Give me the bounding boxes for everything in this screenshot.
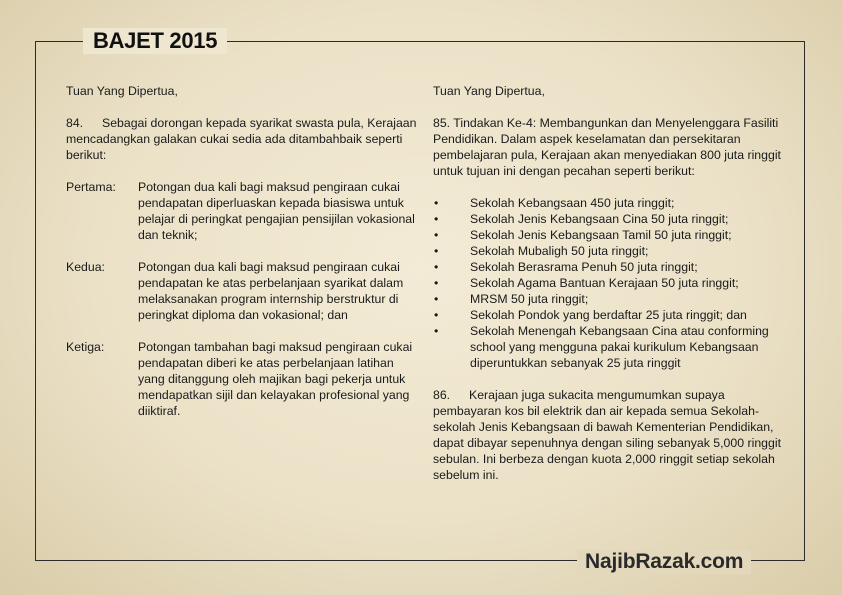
list-item-text: Sekolah Kebangsaan 450 juta ringgit;	[470, 196, 675, 210]
right-salutation: Tuan Yang Dipertua,	[433, 84, 545, 98]
allocation-list	[433, 195, 793, 371]
bullet-icon: •	[434, 324, 439, 338]
bullet-icon: •	[434, 244, 439, 258]
list-item-text: Sekolah Agama Bantuan Kerajaan 50 juta ringgit;	[470, 276, 739, 290]
footer-divider	[36, 560, 568, 561]
bullet-icon: •	[434, 292, 439, 306]
brand-logo: NajibRazak.com	[577, 550, 751, 574]
paragraph-84-text: Sebagai dorongan kepada syarikat swasta pula, Kerajaan mencadangkan galakan cukai sedia ada ditambahbaik seperti berikut:	[66, 116, 417, 162]
list-item	[433, 195, 793, 211]
list-item	[433, 259, 793, 275]
list-item	[433, 275, 793, 291]
incentive-item-text: Potongan dua kali bagi maksud pengiraan cukai pendapatan ke atas perbelanjaan syarikat dalam melaksanakan program internship berstruktur di peringkat diploma dan vokasional; dan	[138, 260, 404, 322]
list-item-text: Sekolah Mubaligh 50 juta ringgit;	[470, 244, 649, 258]
list-item-text: MRSM 50 juta ringgit;	[470, 292, 589, 306]
bullet-icon: •	[434, 276, 439, 290]
list-item	[433, 291, 793, 307]
list-item-text: Sekolah Berasrama Penuh 50 juta ringgit;	[470, 260, 698, 274]
paragraph-86-text: Kerajaan juga sukacita mengumumkan supaya pembayaran kos bil elektrik dan air kepada semua Sekolah-sekolah Jenis Kebangsaan di bawah Kementerian Pendidikan, dapat dibayar sepenuhnya dengan siling sebanyak 5,000 ringgit sebulan. Ini berbeza dengan kuota 2,000 ringgit setiap sekolah sebelum ini.	[433, 388, 781, 482]
incentive-item-label: Kedua:	[66, 260, 105, 274]
right-column	[433, 83, 793, 499]
incentive-item-label: Pertama:	[66, 180, 116, 194]
paragraph-84	[66, 115, 421, 163]
paragraph-86-number: 86.	[433, 388, 451, 402]
incentive-item-text: Potongan dua kali bagi maksud pengiraan cukai pendapatan diperluaskan kepada biasiswa untuk pelajar di peringkat pengajian pensijilan vokasional dan teknik;	[138, 180, 415, 242]
bullet-icon: •	[434, 228, 439, 242]
bullet-icon: •	[434, 196, 439, 210]
incentive-item-label: Ketiga:	[66, 340, 105, 354]
list-item-text: Sekolah Menengah Kebangsaan Cina atau conforming school yang mengguna pakai kurikulum Kebangsaan diperuntukkan sebanyak 25 juta ringgit	[470, 324, 769, 370]
incentive-item	[66, 259, 421, 323]
paragraph-84-number: 84.	[66, 116, 84, 130]
page-title: BAJET 2015	[83, 28, 227, 54]
paragraph-85: 85. Tindakan Ke-4: Membangunkan dan Menyelenggara Fasiliti Pendidikan. Dalam aspek keselamatan dan persekitaran pembelajaran pula, Kerajaan akan menyediakan 800 juta ringgit untuk tujuan ini dengan pecahan seperti berikut:	[433, 116, 781, 178]
list-item	[433, 211, 793, 227]
left-column	[66, 83, 421, 435]
bullet-icon: •	[434, 212, 439, 226]
list-item	[433, 227, 793, 243]
list-item-text: Sekolah Jenis Kebangsaan Tamil 50 juta ringgit;	[470, 228, 732, 242]
list-item-text: Sekolah Jenis Kebangsaan Cina 50 juta ringgit;	[470, 212, 729, 226]
incentive-item-text: Potongan tambahan bagi maksud pengiraan cukai pendapatan diberi ke atas perbelanjaan latihan yang ditanggung oleh majikan bagi pekerja untuk mendapatkan sijil dan kelayakan profesional yang diiktiraf.	[138, 340, 413, 418]
list-item-text: Sekolah Pondok yang berdaftar 25 juta ringgit; dan	[470, 308, 747, 322]
bullet-icon: •	[434, 260, 439, 274]
paragraph-86	[433, 387, 793, 483]
list-item	[433, 243, 793, 259]
left-salutation: Tuan Yang Dipertua,	[66, 84, 178, 98]
list-item	[433, 307, 793, 323]
incentive-item	[66, 339, 421, 419]
incentive-item	[66, 179, 421, 243]
bullet-icon: •	[434, 308, 439, 322]
list-item	[433, 323, 793, 371]
